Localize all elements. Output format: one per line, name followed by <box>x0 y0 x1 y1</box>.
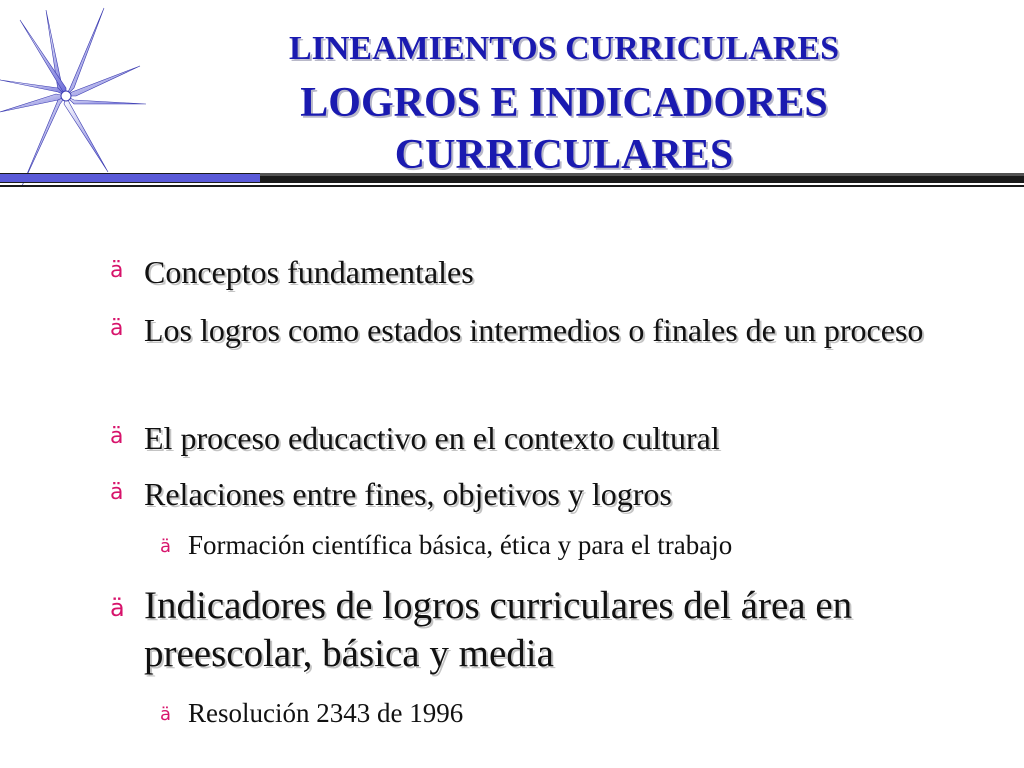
slide-title-line-1: LINEAMIENTOS CURRICULARES <box>288 30 840 67</box>
bullet-marker-icon: ä <box>110 258 124 283</box>
list-item: Los logros como estados intermedios o finales de un proceso <box>144 312 924 348</box>
bullet-marker-icon: ä <box>160 704 172 725</box>
bullet-marker-icon: ä <box>110 424 124 449</box>
bullet-marker-icon: ä <box>160 536 172 557</box>
list-item: Indicadores de logros curriculares del área en preescolar, básica y media <box>144 584 853 675</box>
list-item: Conceptos fundamentales <box>144 254 474 290</box>
list-item: Resolución 2343 de 1996 <box>188 698 464 728</box>
slide-title-line-2: LOGROS E INDICADORES <box>300 80 828 126</box>
bullet-marker-icon: ä <box>110 594 125 622</box>
bullet-marker-icon: ä <box>110 316 124 341</box>
list-item: Formación científica básica, ética y para el trabajo <box>188 530 733 560</box>
slide-title-line-3: CURRICULARES <box>394 132 734 178</box>
list-item: Relaciones entre fines, objetivos y logros <box>144 476 672 512</box>
bullet-marker-icon: ä <box>110 480 124 505</box>
list-item: El proceso educactivo en el contexto cultural <box>144 420 720 456</box>
